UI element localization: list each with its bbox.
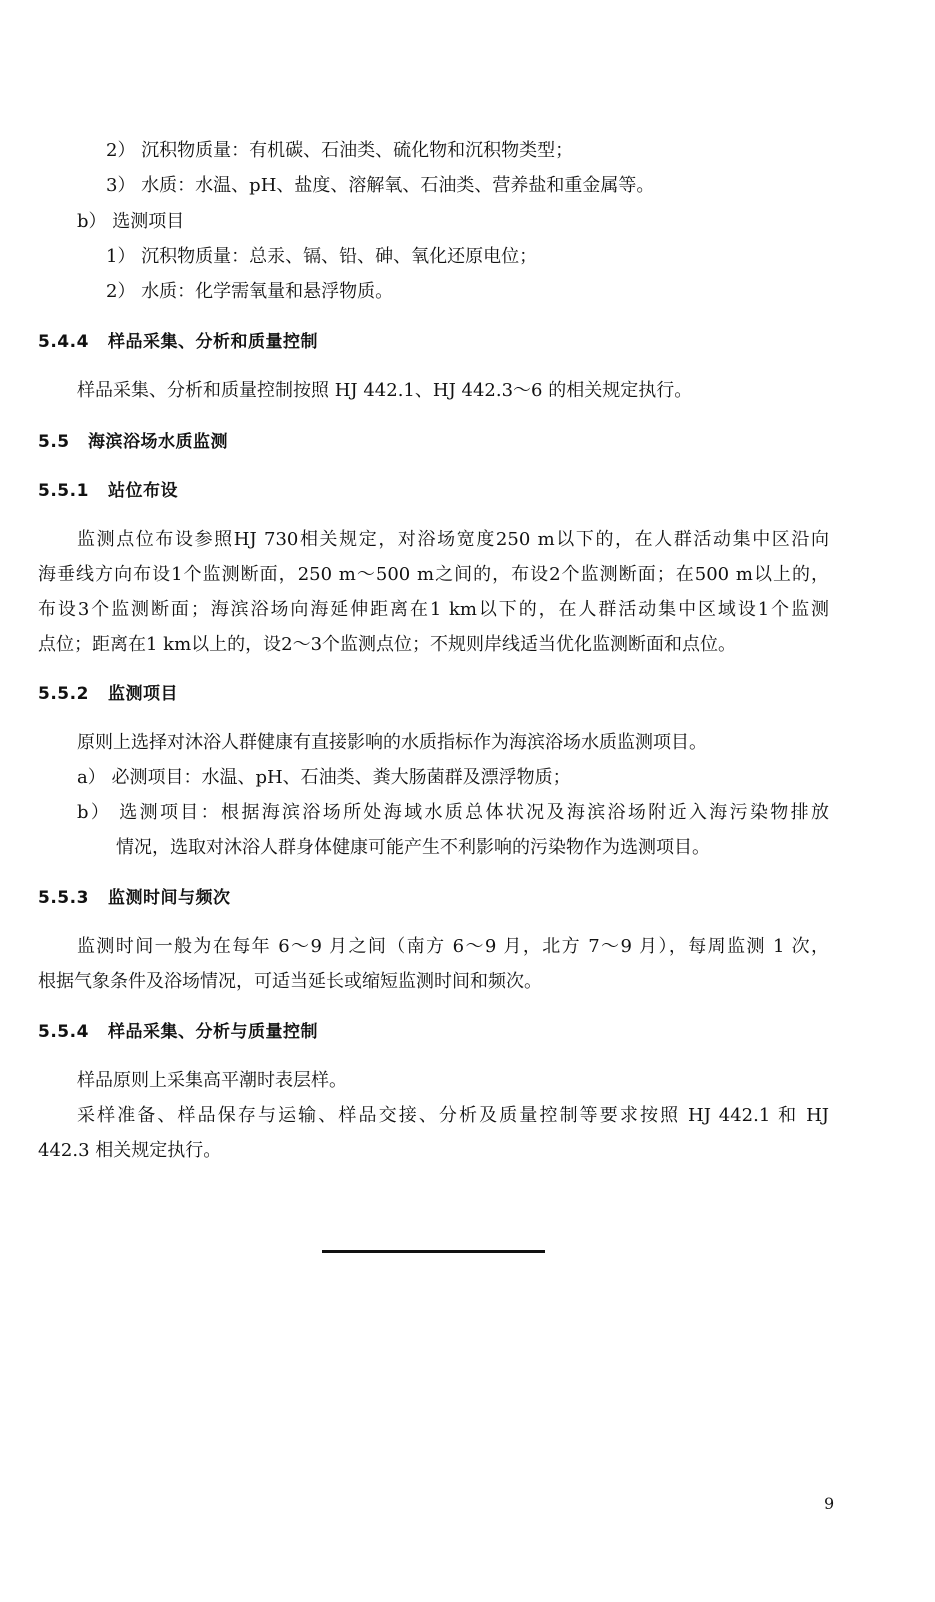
list-item-sediment-quality: 2） 沉积物质量：有机碳、石油类、硫化物和沉积物类型； — [106, 140, 574, 161]
page-number: 9 — [824, 1494, 835, 1513]
list-item-water-quality: 3） 水质：水温、pH、盐度、溶解氧、石油类、营养盐和重金属等。 — [106, 175, 655, 196]
heading-number: 5.4.4 — [38, 332, 89, 352]
heading-5-5-1 — [38, 480, 178, 502]
list-item-optional-continued: 情况，选取对沐浴人群身体健康可能产生不利影响的污染物作为选测项目。 — [116, 837, 710, 858]
paragraph-5-5-3-line: 监测时间一般为在每年 6～9 月之间（南方 6～9 月，北方 7～9 月），每周监测 1 次， — [77, 936, 829, 957]
list-item-required: a） 必测项目：水温、pH、石油类、粪大肠菌群及漂浮物质； — [77, 767, 571, 788]
heading-number: 5.5.1 — [38, 481, 89, 501]
list-item-b-optional: b） 选测项目 — [77, 211, 185, 232]
heading-5-5-3 — [38, 887, 231, 909]
heading-title: 样品采集、分析和质量控制 — [108, 332, 318, 352]
paragraph-5-5-4-line: 采样准备、样品保存与运输、样品交接、分析及质量控制等要求按照 HJ 442.1 和 HJ — [77, 1105, 829, 1126]
heading-number: 5.5.2 — [38, 684, 89, 704]
heading-number: 5.5.3 — [38, 888, 89, 908]
paragraph-5-5-3-line: 根据气象条件及浴场情况，可适当延长或缩短监测时间和频次。 — [38, 971, 542, 992]
heading-title: 站位布设 — [108, 481, 178, 501]
heading-number: 5.5.4 — [38, 1022, 89, 1042]
paragraph-5-5-4-line: 样品原则上采集高平潮时表层样。 — [77, 1070, 347, 1091]
heading-number: 5.5 — [38, 432, 70, 452]
paragraph-5-5-1-line: 点位；距离在1 km以上的，设2～3个监测点位；不规则岸线适当优化监测断面和点位。 — [38, 634, 737, 655]
paragraph-5-5-2-intro: 原则上选择对沐浴人群健康有直接影响的水质指标作为海滨浴场水质监测项目。 — [77, 732, 707, 753]
list-item-optional-water: 2） 水质：化学需氧量和悬浮物质。 — [106, 281, 394, 302]
heading-title: 样品采集、分析与质量控制 — [108, 1022, 318, 1042]
heading-title: 监测时间与频次 — [108, 888, 231, 908]
paragraph-5-5-4-line: 442.3 相关规定执行。 — [38, 1140, 222, 1161]
heading-5-4-4 — [38, 331, 318, 353]
heading-title: 海滨浴场水质监测 — [88, 432, 228, 452]
heading-5-5-4 — [38, 1021, 318, 1043]
paragraph-5-5-1-line: 监测点位布设参照HJ 730相关规定，对浴场宽度250 m以下的，在人群活动集中区沿向 — [77, 529, 829, 550]
list-item-optional-sediment: 1） 沉积物质量：总汞、镉、铅、砷、氧化还原电位； — [106, 246, 538, 267]
heading-title: 监测项目 — [108, 684, 178, 704]
end-of-document-rule — [322, 1250, 545, 1253]
paragraph-5-5-1-line: 海垂线方向布设1个监测断面，250 m～500 m之间的，布设2个监测断面；在500 m以上的， — [38, 564, 829, 585]
heading-5-5 — [38, 431, 228, 453]
paragraph-5-4-4: 样品采集、分析和质量控制按照 HJ 442.1、HJ 442.3～6 的相关规定执行。 — [77, 380, 693, 401]
list-item-optional: b） 选测项目：根据海滨浴场所处海域水质总体状况及海滨浴场附近入海污染物排放 — [77, 802, 829, 823]
paragraph-5-5-1-line: 布设3个监测断面；海滨浴场向海延伸距离在1 km以下的，在人群活动集中区域设1个监测 — [38, 599, 829, 620]
heading-5-5-2 — [38, 683, 178, 705]
